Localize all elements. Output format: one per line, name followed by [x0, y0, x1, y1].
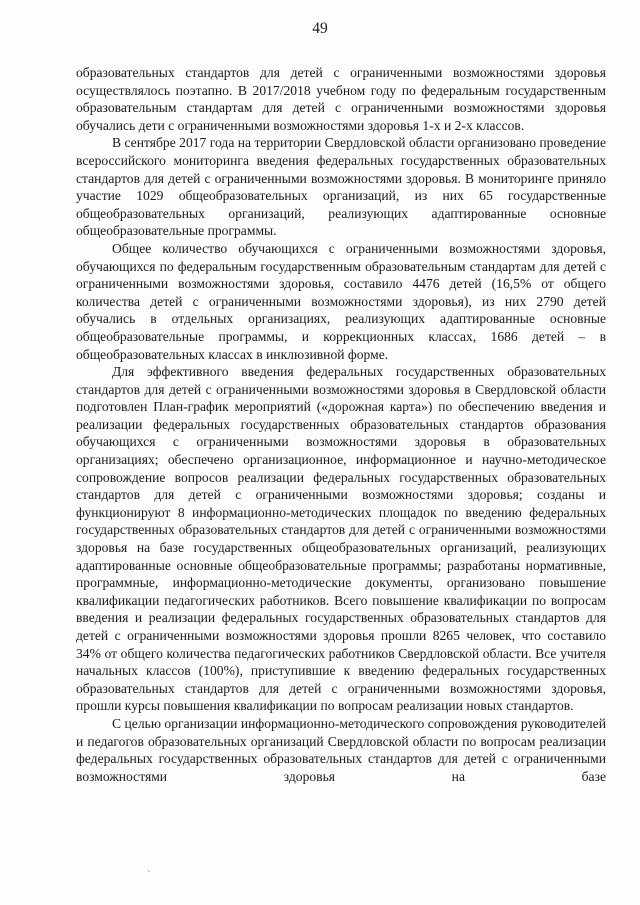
paragraph-continuation: образовательных стандартов для детей с ограниченными возможностями здоровья осуществлялось поэтапно. В 2017/2018 учебном году по федеральным государственным образовательным стандартам для детей с ограниченными возможностями здоровья обучались дети с ограниченными возможностями здоровья 1-х и 2-х классов. — [76, 65, 606, 133]
paragraph-monitoring: В сентябре 2017 года на территории Свердловской области организовано проведение всероссийского мониторинга введения федеральных государственных образовательных стандартов для детей с ограниченными возможностями здоровья. В мониторинге приняло участие 1029 общеобразовательных организаций, из них 65 государственные общеобразовательных организаций, реализующих адаптированные основные общеобразовательные программы. — [76, 135, 606, 239]
paragraph-roadmap: Для эффективного введения федеральных государственных образовательных стандартов для детей с ограниченными возможностями здоровья в Свердловской области подготовлен План-график мероприятий («дорожная карта») по обеспечению введения и реализации федеральных государственных образовательных стандартов образования обучающихся с ограниченными возможностями здоровья в образовательных организациях; обеспечено организационное, информационное и научно-методическое сопровождение вопросов реализации федеральных государственных образовательных стандартов для детей с ограниченными возможностями здоровья; созданы и функционируют 8 информационно-методических площадок по введению федеральных государственных образовательных стандартов для детей с ограниченными возможностями здоровья на базе государственных общеобразовательных организаций, реализующих адаптированные основные общеобразовательные программы; разработаны нормативные, программные, информационно-методические документы, организовано повышение квалификации педагогических работников. Всего повышение квалификации по вопросам введения и реализации федеральных государственных образовательных стандартов для детей с ограниченными возможностями здоровья прошли 8265 человек, что составило 34% от общего количества педагогических работников Свердловской области. Все учителя начальных классов (100%), приступившие к введению федеральных государственных образовательных стандартов для детей с ограниченными возможностями здоровья, прошли курсы повышения квалификации по вопросам реализации новых стандартов. — [76, 364, 606, 714]
page-number: 49 — [312, 20, 328, 37]
paragraph-methodical-support: С целью организации информационно-методического сопровождения руководителей и педагогов образовательных организаций Свердловской области по вопросам реализации федеральных государственных образовательных стандартов для детей с ограниченными возможностями здоровья на базе — [76, 715, 606, 784]
body-text — [76, 64, 606, 785]
scan-speck: ` — [147, 870, 151, 881]
paragraph-student-count: Общее количество обучающихся с ограниченными возможностями здоровья, обучающихся по федеральным государственным образовательным стандартам для детей с ограниченными возможностями здоровья, составило 4476 детей (16,5% от общего количества детей с ограниченными возможностями здоровья), из них 2790 детей обучались в отдельных организациях, реализующих адаптированные основные общеобразовательные программы, и коррекционных классах, 1686 детей – в общеобразовательных классах в инклюзивной форме. — [76, 240, 606, 362]
